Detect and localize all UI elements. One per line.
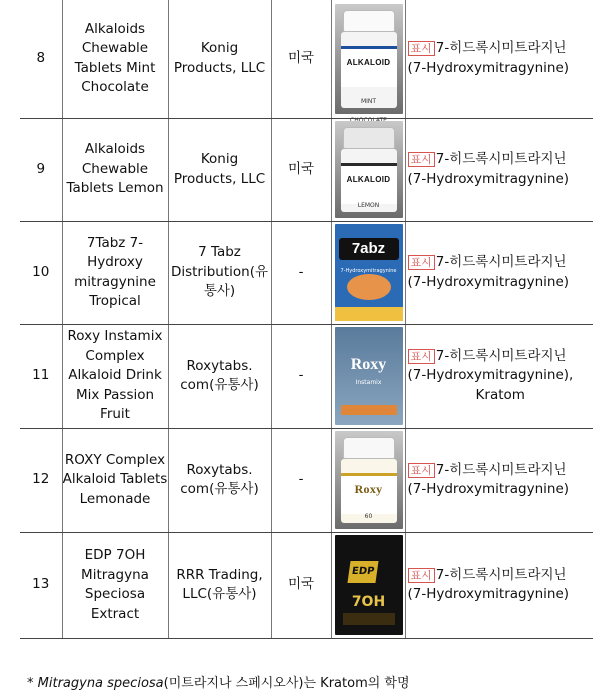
row-number: 11 — [20, 324, 62, 428]
substance-en: (7-Hydroxymitragynine) — [407, 586, 570, 602]
substance-en: (7-Hydroxymitragynine), — [407, 367, 574, 384]
product-image: Roxy 60 — [335, 431, 403, 529]
product-image-cell — [331, 324, 405, 428]
product-name: 7Tabz 7-Hydroxy mitragynine Tropical — [62, 221, 168, 324]
product-name: Alkaloids Chewable Tablets Lemon — [62, 118, 168, 221]
product-image: EDP 7OH — [335, 535, 403, 635]
table-row — [20, 428, 593, 532]
manufacturer: Roxytabs. com(유통사) — [168, 324, 271, 428]
manufacturer: 7 Tabz Distribution(유통사) — [168, 221, 271, 324]
label-badge: 표시 — [408, 568, 435, 583]
substance-ko: 7-히드록시미트라지닌 — [435, 347, 567, 364]
table-row — [20, 221, 593, 324]
row-number: 10 — [20, 221, 62, 324]
table-row — [20, 324, 593, 428]
table-row — [20, 532, 593, 638]
substance-cell — [405, 0, 593, 118]
product-name: ROXY Complex Alkaloid Tablets Lemonade — [62, 428, 168, 532]
product-image-cell — [331, 0, 405, 118]
substance-cell — [405, 324, 593, 428]
label-badge: 표시 — [408, 255, 435, 270]
substance-ko: 7-히드록시미트라지닌 — [435, 461, 567, 478]
manufacturer: RRR Trading, LLC(유통사) — [168, 532, 271, 638]
substance-cell — [405, 428, 593, 532]
product-name: Roxy Instamix Complex Alkaloid Drink Mix Passion Fruit — [62, 324, 168, 428]
product-image: Roxy Instamix — [335, 327, 403, 425]
product-image-cell — [331, 118, 405, 221]
footnote: * Mitragyna speciosa(미트라지나 스페시오사)는 Kratom의 학명 — [27, 676, 410, 691]
product-table — [20, 0, 593, 639]
country: - — [271, 428, 331, 532]
substance-en: (7-Hydroxymitragynine) — [407, 481, 570, 497]
substance-ko: 7-히드록시미트라지닌 — [435, 40, 567, 57]
row-number: 13 — [20, 532, 62, 638]
manufacturer: Konig Products, LLC — [168, 0, 271, 118]
manufacturer: Roxytabs. com(유통사) — [168, 428, 271, 532]
row-number: 9 — [20, 118, 62, 221]
label-badge: 표시 — [408, 41, 435, 56]
country: 미국 — [271, 532, 331, 638]
substance-en: (7-Hydroxymitragynine) — [407, 273, 570, 290]
product-name: EDP 7OH Mitragyna Speciosa Extract — [62, 532, 168, 638]
substance-ko: 7-히드록시미트라지닌 — [435, 151, 567, 167]
product-image-cell — [331, 532, 405, 638]
product-image-cell — [331, 221, 405, 324]
product-name: Alkaloids Chewable Tablets Mint Chocolate — [62, 0, 168, 118]
country: - — [271, 221, 331, 324]
substance-cell — [405, 532, 593, 638]
label-badge: 표시 — [408, 463, 435, 478]
substance-ko: 7-히드록시미트라지닌 — [435, 566, 567, 583]
substance-cell — [405, 118, 593, 221]
country: - — [271, 324, 331, 428]
table-row — [20, 0, 593, 118]
product-image: 7abz 7-Hydroxymitragynine — [335, 224, 403, 321]
country: 미국 — [271, 0, 331, 118]
label-badge: 표시 — [408, 349, 435, 364]
row-number: 8 — [20, 0, 62, 118]
substance-en: (7-Hydroxymitragynine) — [407, 59, 570, 76]
row-number: 12 — [20, 428, 62, 532]
scientific-name: Mitragyna speciosa — [37, 676, 164, 691]
product-image: ALKALOID LEMON — [335, 121, 403, 218]
product-image-cell — [331, 428, 405, 532]
manufacturer: Konig Products, LLC — [168, 118, 271, 221]
substance-en: (7-Hydroxymitragynine) — [407, 170, 570, 187]
country: 미국 — [271, 118, 331, 221]
substance-ko: 7-히드록시미트라지닌 — [435, 254, 567, 270]
product-image: ALKALOID MINT — [335, 4, 403, 114]
substance-cell — [405, 221, 593, 324]
label-badge: 표시 — [408, 152, 435, 167]
substance-extra: Kratom — [475, 386, 525, 403]
table-row — [20, 118, 593, 221]
